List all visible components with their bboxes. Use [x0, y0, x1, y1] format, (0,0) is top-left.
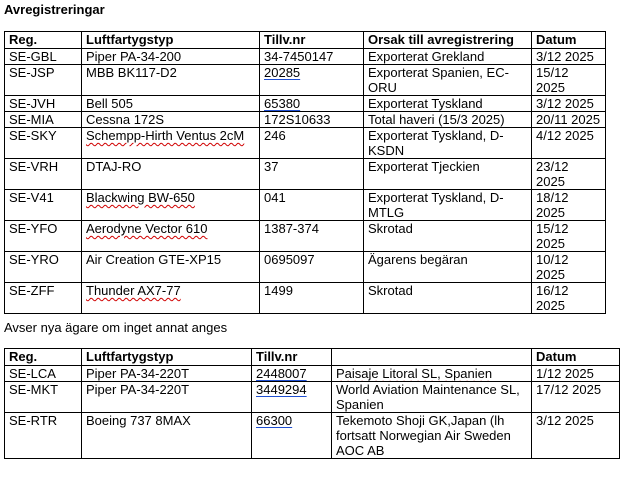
type-text: Thunder AX7-77	[86, 283, 181, 298]
table-row	[5, 283, 606, 314]
table-row	[5, 221, 606, 252]
serial-link: 3449294	[256, 382, 307, 397]
date-cell: 4/12 2025	[532, 128, 606, 159]
date-cell: 1/12 2025	[532, 366, 620, 382]
date-cell: 3/12 2025	[532, 96, 606, 112]
type-text: Blackwing BW-650	[86, 190, 195, 205]
type-cell: Boeing 737 8MAX	[82, 413, 252, 459]
date-cell: 23/12 2025	[532, 159, 606, 190]
reg-cell: SE-LCA	[5, 366, 82, 382]
date-cell: 16/12 2025	[532, 283, 606, 314]
type-cell: Cessna 172S	[82, 112, 260, 128]
serial-cell	[260, 65, 364, 96]
serial-cell	[252, 366, 332, 382]
table-row	[5, 159, 606, 190]
date-cell: 3/12 2025	[532, 413, 620, 459]
serial-link: 66300	[256, 413, 293, 428]
date-cell: 10/12 2025	[532, 252, 606, 283]
reason-cell: Skrotad	[364, 283, 532, 314]
type-cell: Air Creation GTE-XP15	[82, 252, 260, 283]
table-row	[5, 190, 606, 221]
new-owners-table	[4, 348, 620, 459]
serial-link: 20285	[264, 65, 301, 80]
type-cell	[82, 283, 260, 314]
type-text: Aerodyne Vector 610	[86, 221, 208, 236]
reg-cell: SE-SKY	[5, 128, 82, 159]
col-header-serial: Tillv.nr	[260, 32, 364, 49]
reg-cell: SE-GBL	[5, 49, 82, 65]
serial-link: 65380	[264, 96, 301, 111]
reason-cell: Exporterat Tjeckien	[364, 159, 532, 190]
type-cell: Piper PA-34-200	[82, 49, 260, 65]
table-row	[5, 96, 606, 112]
reg-cell: SE-ZFF	[5, 283, 82, 314]
reason-cell: Exporterat Grekland	[364, 49, 532, 65]
deregistrations-table	[4, 31, 606, 314]
col-header-type: Luftfartygstyp	[82, 349, 252, 366]
reason-cell: Skrotad	[364, 221, 532, 252]
table-row	[5, 252, 606, 283]
owner-cell: World Aviation Maintenance SL, Spanien	[332, 382, 532, 413]
serial-cell	[260, 96, 364, 112]
type-cell	[82, 128, 260, 159]
reg-cell: SE-MIA	[5, 112, 82, 128]
col-header-owner	[332, 349, 532, 366]
type-text: Schempp-Hirth Ventus 2cM	[86, 128, 245, 143]
serial-cell: 246	[260, 128, 364, 159]
reg-cell: SE-RTR	[5, 413, 82, 459]
owner-cell: Tekemoto Shoji GK,Japan (lh fortsatt Norwegian Air Sweden AOC AB	[332, 413, 532, 459]
col-header-date: Datum	[532, 349, 620, 366]
reason-cell: Exporterat Tyskland, D-KSDN	[364, 128, 532, 159]
col-header-type: Luftfartygstyp	[82, 32, 260, 49]
date-cell: 3/12 2025	[532, 49, 606, 65]
owner-cell	[332, 366, 532, 382]
table-row	[5, 382, 620, 413]
table-header-row	[5, 349, 620, 366]
col-header-reason: Orsak till avregistrering	[364, 32, 532, 49]
table-row	[5, 65, 606, 96]
col-header-reg: Reg.	[5, 32, 82, 49]
type-cell: Bell 505	[82, 96, 260, 112]
new-owners-note: Avser nya ägare om inget annat anges	[4, 320, 228, 335]
type-cell: MBB BK117-D2	[82, 65, 260, 96]
reason-cell: Total haveri (15/3 2025)	[364, 112, 532, 128]
col-header-serial: Tillv.nr	[252, 349, 332, 366]
table-row	[5, 112, 606, 128]
table-row	[5, 128, 606, 159]
section-title-deregistrations: Avregistreringar	[4, 2, 105, 17]
type-cell	[82, 221, 260, 252]
date-cell: 15/12 2025	[532, 221, 606, 252]
serial-cell	[252, 382, 332, 413]
date-cell: 20/11 2025	[532, 112, 606, 128]
type-cell: Piper PA-34-220T	[82, 382, 252, 413]
date-cell: 17/12 2025	[532, 382, 620, 413]
serial-cell: 041	[260, 190, 364, 221]
reg-cell: SE-VRH	[5, 159, 82, 190]
serial-cell	[252, 413, 332, 459]
type-cell	[82, 190, 260, 221]
serial-cell: 37	[260, 159, 364, 190]
reg-cell: SE-V41	[5, 190, 82, 221]
owner-text: Paisaje Litoral SL, Spanien	[336, 366, 493, 381]
reason-cell: Exporterat Tyskland	[364, 96, 532, 112]
reason-cell: Ägarens begäran	[364, 252, 532, 283]
table-row	[5, 366, 620, 382]
col-header-reg: Reg.	[5, 349, 82, 366]
serial-cell: 1387-374	[260, 221, 364, 252]
reg-cell: SE-MKT	[5, 382, 82, 413]
date-cell: 18/12 2025	[532, 190, 606, 221]
table-row	[5, 413, 620, 459]
reg-cell: SE-JSP	[5, 65, 82, 96]
col-header-date: Datum	[532, 32, 606, 49]
reg-cell: SE-JVH	[5, 96, 82, 112]
reason-cell: Exporterat Tyskland, D-MTLG	[364, 190, 532, 221]
serial-cell: 1499	[260, 283, 364, 314]
reg-cell: SE-YFO	[5, 221, 82, 252]
reason-cell: Exporterat Spanien, EC-ORU	[364, 65, 532, 96]
serial-cell: 0695097	[260, 252, 364, 283]
table-row	[5, 49, 606, 65]
date-cell: 15/12 2025	[532, 65, 606, 96]
serial-link: 2448007	[256, 366, 307, 381]
type-cell: Piper PA-34-220T	[82, 366, 252, 382]
table-header-row	[5, 32, 606, 49]
serial-cell: 172S10633	[260, 112, 364, 128]
type-cell: DTAJ-RO	[82, 159, 260, 190]
serial-cell: 34-7450147	[260, 49, 364, 65]
reg-cell: SE-YRO	[5, 252, 82, 283]
